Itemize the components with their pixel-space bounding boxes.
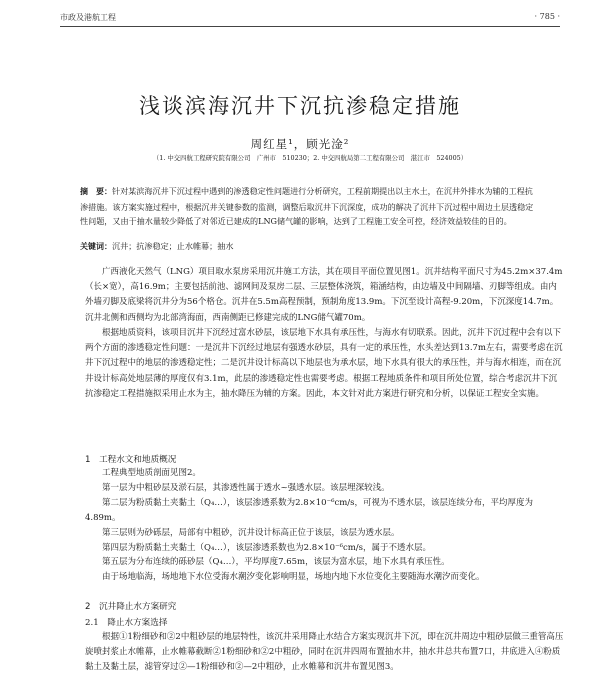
keywords-label: 关键词：	[80, 242, 112, 251]
section1-line: 工程典型地质剖面见图2。	[102, 468, 201, 478]
page-number: · 785 ·	[534, 12, 560, 21]
running-head	[60, 12, 560, 26]
section-number: 1	[85, 455, 91, 465]
section1-line: 第五层为分布连续的砾砂层（Q₄…），平均厚度7.65m，该层为富水层，地下水具有承压性。	[102, 557, 450, 568]
subsection-heading	[85, 616, 565, 628]
section1-line: 由于场地临海，场地地下水位受海水潮汐变化影响明显，场地内地下水位变化主要随海水潮汐而变化。	[102, 572, 485, 583]
body-paragraph: 广西液化天然气（LNG）项目取水泵房采用沉井施工方法，其在项目平面位置见图1。沉井结构平面尺寸为45.2m×37.4m（长×宽），高16.9m；主要包括前池、滤网间及泵房二层、三层整体浇筑，箱涵结构，由边墙及中间隔墙、刃脚等组成。由内外墙刃脚及底梁将沉井分为56个格仓。沉井在5.5m高程预制，预制角度13.9m。下沉至设计高程-9.20m，下沉深度14.7m。沉井北侧和西侧均为北部湾海面，西南侧距已修建完成的LNG储气罐70m。	[85, 267, 563, 323]
affiliation: （1. 中交四航工程研究院有限公司 广州市 510230；2. 中交四航局第二工程有限公司 湛江市 524005）	[152, 154, 468, 162]
section-title: 工程水文和地质概况	[99, 455, 177, 465]
journal-name: 市政及港航工程	[60, 13, 116, 22]
keywords-text: 沉井；抗渗稳定；止水帷幕；抽水	[112, 241, 234, 251]
body-paragraph: 根据地质资料，该项目沉井下沉经过富水砂层，该层地下水具有承压性，与海水有切联系。因此，沉井下沉过程中会有以下两个方面的渗透稳定性问题：一是沉井下沉经过地层有强透水砂层，具有一定的承压性，水头差达到13.7m左右，需要考虑在沉井下沉过程中的地层的渗透稳定性；二是沉井设计标高以下地层也为承水层，地下水具有很大的承压性，并与海水相连，而在沉井设计标高处地层薄的厚度仅有3.1m，此层的渗透稳定性也需要考虑。根据工程地质条件和项目所处位置，综合考虑沉井下沉抗渗稳定工程措施拟采用止水为主，抽水降压为辅的方案。因此，本文针对此方案进行研究和分析，以保证工程安全实施。	[85, 328, 563, 399]
abstract-label: 摘 要：	[80, 187, 112, 196]
abstract-text: 针对某滨海沉井下沉过程中遇到的渗透稳定性问题进行分析研究，工程前期提出以主水土，在沉井外排水为辅的工程抗渗措施。该方案实施过程中，根据沉井关键参数的监测，调整后取沉井下沉深度，成功的解决了沉井下沉过程中周边土层透稳定性问题，又由于抽水量较少降低了对邻近已建成的LNG储气罐的影响，达到了工程施工安全可控，经济效益较佳的目的。	[80, 186, 534, 226]
keywords	[80, 239, 540, 255]
section2-body: 根据①1粉细砂和②2中粗砂层的地层特性，该沉井采用降止水结合方案实现沉井下沉，即在沉井周边中粗砂层做三重管高压旋喷封浆止水帷幕，止水帷幕截断②1粉细砂和②2中粗砂，同时在沉井四周布置抽水井，抽水井总共布置7口，井底进入④粉质黏土及黏土层，滤管穿过②—1粉细砂和②—2中粗砂，止水帷幕和沉井布置见图3。	[85, 632, 564, 673]
subsection-title: 降止水方案选择	[107, 618, 168, 628]
section-heading	[85, 600, 565, 612]
header-rule	[60, 26, 560, 27]
section1-line: 第一层为中粗砂层及淤石层，其渗透性属于透水~强透水层。该层埋深较浅。	[102, 482, 390, 493]
authors: 周红星¹，顾光淦²	[250, 137, 350, 151]
section-heading	[85, 453, 565, 465]
section1-line: 第三层则为砂砾层，局部有中粗砂，沉井设计标高正位于该层，该层为透水层。	[102, 527, 400, 538]
paper-title: 浅谈滨海沉井下沉抗渗稳定措施	[139, 94, 461, 118]
section-title: 沉井降止水方案研究	[99, 602, 177, 612]
section-number: 2	[85, 602, 91, 612]
abstract	[80, 184, 540, 229]
section1-line: 第二层为粉质黏土夹黏土（Q₄…），该层渗透系数为2.8×10⁻⁶cm/s，可视为不透水层，该层连续分布，平均厚度为4.89m。	[85, 497, 534, 523]
subsection-number: 2.1	[85, 618, 99, 628]
section1-line: 第四层为粉质黏土夹黏土（Q₄…），该层渗透系数也为2.8×10⁻⁶cm/s，属于不透水层。	[102, 542, 432, 553]
section1-body	[85, 466, 565, 585]
